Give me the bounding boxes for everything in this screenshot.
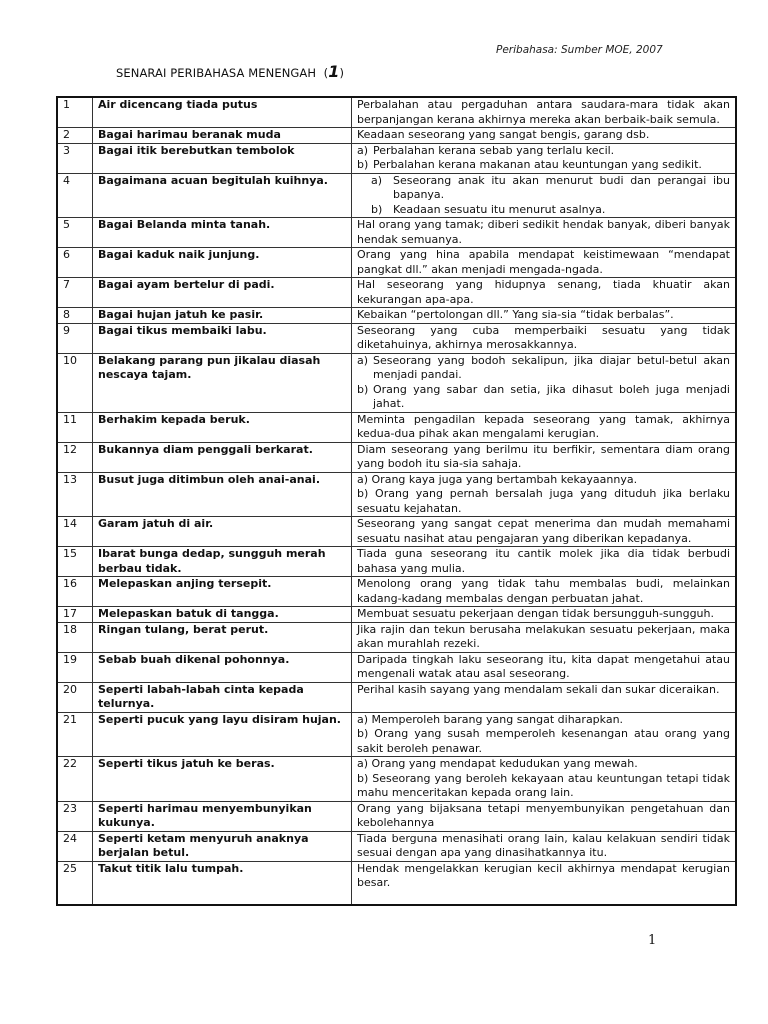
proverb: Ringan tulang, berat perut.	[93, 622, 352, 652]
meaning	[352, 353, 737, 412]
table-row	[57, 278, 736, 308]
table-row	[57, 442, 736, 472]
meaning	[352, 323, 737, 353]
meaning	[352, 861, 737, 905]
row-number: 13	[57, 472, 93, 517]
proverb: Seperti pucuk yang layu disiram hujan.	[93, 712, 352, 757]
meaning	[352, 607, 737, 623]
proverb: Seperti harimau menyembunyikan kukunya.	[93, 801, 352, 831]
meaning	[352, 577, 737, 607]
proverb: Busut juga ditimbun oleh anai-anai.	[93, 472, 352, 517]
meaning	[352, 97, 737, 128]
proverb: Berhakim kepada beruk.	[93, 412, 352, 442]
meaning-line: Daripada tingkah laku seseorang itu, kita dapat mengetahui atau mengenali watak atau asal seseorang.	[357, 652, 730, 680]
meaning	[352, 248, 737, 278]
row-number: 22	[57, 757, 93, 802]
meaning-line: b) Orang yang susah memperoleh kesenangan atau orang yang sakit beroleh penawar.	[357, 727, 730, 755]
table-row	[57, 412, 736, 442]
meaning-line: b) Seseorang yang beroleh kekayaan atau keuntungan tetapi tidak mahu menceritakan kepada orang lain.	[357, 771, 730, 799]
row-number: 4	[57, 173, 93, 218]
meaning	[352, 442, 737, 472]
table-row	[57, 323, 736, 353]
meaning-line: Seseorang yang cuba memperbaiki sesuatu yang tidak diketahuinya, akhirnya merosakkannya.	[357, 323, 730, 351]
meaning-line	[357, 174, 730, 203]
volume-open: (	[323, 66, 329, 80]
proverb: Melepaskan batuk di tangga.	[93, 607, 352, 623]
proverb: Bagaimana acuan begitulah kuihnya.	[93, 173, 352, 218]
meaning-text: Keadaan sesuatu itu menurut asalnya.	[393, 202, 606, 216]
row-number: 18	[57, 622, 93, 652]
meaning-text: Perbalahan kerana makanan atau keuntungan yang sedikit.	[373, 158, 702, 171]
meaning	[352, 547, 737, 577]
volume-number: 1	[328, 62, 340, 81]
meaning-line: Perbalahan atau pergaduhan antara saudara-mara tidak akan berpanjangan kerana akhirnya mereka akan berbaik-baik semula.	[357, 98, 730, 126]
meaning-line: a) Memperoleh barang yang sangat diharapkan.	[357, 712, 624, 726]
table-row	[57, 173, 736, 218]
meaning	[352, 652, 737, 682]
meaning-text: Seseorang yang bodoh sekalipun, jika diajar betul-betul akan menjadi pandai.	[373, 353, 730, 381]
row-number: 3	[57, 143, 93, 173]
meaning-marker: a)	[357, 143, 369, 157]
table-row	[57, 831, 736, 861]
proverb: Air dicencang tiada putus	[93, 97, 352, 128]
row-number: 12	[57, 442, 93, 472]
page-number: 1	[648, 933, 657, 948]
meaning-line: Perihal kasih sayang yang mendalam sekali dan sukar diceraikan.	[357, 682, 720, 696]
meaning-line: Keadaan seseorang yang sangat bengis, garang dsb.	[357, 128, 650, 141]
meaning-marker: b)	[357, 158, 369, 171]
page-title	[116, 62, 344, 81]
proverb: Bagai harimau beranak muda	[93, 128, 352, 144]
row-number: 10	[57, 353, 93, 412]
table-row	[57, 97, 736, 128]
meaning	[352, 278, 737, 308]
meaning-marker: a)	[357, 353, 369, 367]
table-row	[57, 472, 736, 517]
table-row	[57, 517, 736, 547]
meaning-line: Meminta pengadilan kepada seseorang yang tamak, akhirnya kedua-dua pihak akan mengalami kerugian.	[357, 412, 730, 440]
proverb-table-body	[57, 97, 736, 905]
meaning-line	[357, 158, 730, 173]
meaning	[352, 831, 737, 861]
meaning-line: Tiada guna seseorang itu cantik molek jika dia tidak berbudi bahasa yang mulia.	[357, 547, 730, 575]
meaning	[352, 218, 737, 248]
table-row	[57, 248, 736, 278]
meaning-line: Hal orang yang tamak; diberi sedikit hendak banyak, diberi banyak hendak semuanya.	[357, 218, 730, 246]
table-row	[57, 801, 736, 831]
proverb: Bukannya diam penggali berkarat.	[93, 442, 352, 472]
row-number: 19	[57, 652, 93, 682]
meaning-line: Jika rajin dan tekun berusaha melakukan sesuatu pekerjaan, maka akan murahlah rezeki.	[357, 622, 730, 650]
proverb: Takut titik lalu tumpah.	[93, 861, 352, 905]
row-number: 20	[57, 682, 93, 712]
proverb-table	[56, 96, 737, 906]
meaning	[352, 757, 737, 802]
meaning-line	[357, 354, 730, 383]
proverb: Bagai kaduk naik junjung.	[93, 248, 352, 278]
row-number: 9	[57, 323, 93, 353]
proverb: Seperti tikus jatuh ke beras.	[93, 757, 352, 802]
table-row	[57, 682, 736, 712]
row-number: 15	[57, 547, 93, 577]
meaning-marker: a)	[371, 173, 383, 187]
source-note: Peribahasa: Sumber MOE, 2007	[496, 44, 663, 56]
row-number: 17	[57, 607, 93, 623]
meaning	[352, 308, 737, 324]
table-row	[57, 308, 736, 324]
proverb: Bagai ayam bertelur di padi.	[93, 278, 352, 308]
meaning-line: Orang yang hina apabila mendapat keistimewaan “mendapat pangkat dll.” akan menjadi mengada-ngada.	[357, 248, 730, 276]
meaning	[352, 128, 737, 144]
meaning-line: a) Orang yang mendapat kedudukan yang mewah.	[357, 757, 638, 770]
proverb: Bagai tikus membaiki labu.	[93, 323, 352, 353]
row-number: 25	[57, 861, 93, 905]
meaning-line: Orang yang bijaksana tetapi menyembunyikan pengetahuan dan kebolehannya	[357, 801, 730, 829]
meaning	[352, 801, 737, 831]
meaning	[352, 173, 737, 218]
meaning-line: Tiada berguna menasihati orang lain, kalau kelakuan sendiri tidak sesuai dengan apa yang dinasihatkannya itu.	[357, 831, 730, 859]
meaning	[352, 712, 737, 757]
table-row	[57, 577, 736, 607]
meaning	[352, 472, 737, 517]
table-row	[57, 607, 736, 623]
proverb: Belakang parang pun jikalau diasah nescaya tajam.	[93, 353, 352, 412]
volume-close: )	[339, 66, 345, 80]
meaning-line	[357, 144, 730, 159]
proverb: Ibarat bunga dedap, sungguh merah berbau tidak.	[93, 547, 352, 577]
table-row	[57, 143, 736, 173]
row-number: 7	[57, 278, 93, 308]
proverb: Sebab buah dikenal pohonnya.	[93, 652, 352, 682]
row-number: 16	[57, 577, 93, 607]
row-number: 1	[57, 97, 93, 128]
row-number: 2	[57, 128, 93, 144]
meaning	[352, 517, 737, 547]
row-number: 23	[57, 801, 93, 831]
table-row	[57, 652, 736, 682]
meaning-line: Seseorang yang sangat cepat menerima dan mudah memahami sesuatu nasihat atau pengajaran yang diberikan kepadanya.	[357, 517, 730, 545]
proverb: Seperti ketam menyuruh anaknya berjalan betul.	[93, 831, 352, 861]
meaning-line	[357, 203, 730, 218]
meaning-marker: b)	[357, 382, 369, 396]
table-row	[57, 861, 736, 905]
row-number: 11	[57, 412, 93, 442]
row-number: 5	[57, 218, 93, 248]
meaning	[352, 682, 737, 712]
title-text: SENARAI PERIBAHASA MENENGAH	[116, 66, 317, 80]
table-row	[57, 218, 736, 248]
meaning-text: Seseorang anak itu akan menurut budi dan perangai ibu bapanya.	[393, 173, 730, 201]
meaning-line: Hal seseorang yang hidupnya senang, tiada khuatir akan kekurangan apa-apa.	[357, 278, 730, 306]
row-number: 8	[57, 308, 93, 324]
proverb: Seperti labah-labah cinta kepada telurnya.	[93, 682, 352, 712]
meaning-line: Hendak mengelakkan kerugian kecil akhirnya mendapat kerugian besar.	[357, 861, 730, 889]
proverb: Bagai Belanda minta tanah.	[93, 218, 352, 248]
meaning-text: Orang yang sabar dan setia, jika dihasut boleh juga menjadi jahat.	[373, 382, 730, 410]
table-row	[57, 757, 736, 802]
proverb: Garam jatuh di air.	[93, 517, 352, 547]
row-number: 21	[57, 712, 93, 757]
meaning	[352, 622, 737, 652]
row-number: 6	[57, 248, 93, 278]
meaning-line: Diam seseorang yang berilmu itu berfikir, sementara diam orang yang bodoh itu sia-sia sahaja.	[357, 442, 730, 470]
meaning	[352, 412, 737, 442]
meaning-line: b) Orang yang pernah bersalah juga yang dituduh jika berlaku sesuatu kejahatan.	[357, 487, 730, 515]
proverb: Melepaskan anjing tersepit.	[93, 577, 352, 607]
table-row	[57, 353, 736, 412]
proverb: Bagai hujan jatuh ke pasir.	[93, 308, 352, 324]
table-row	[57, 128, 736, 144]
proverb: Bagai itik berebutkan tembolok	[93, 143, 352, 173]
meaning-line: Kebaikan “pertolongan dll.” Yang sia-sia “tidak berbalas”.	[357, 308, 674, 321]
row-number: 14	[57, 517, 93, 547]
meaning-line: Menolong orang yang tidak tahu membalas budi, melainkan kadang-kadang membalas dengan perbuatan jahat.	[357, 577, 730, 605]
table-row	[57, 712, 736, 757]
table-row	[57, 622, 736, 652]
meaning-line	[357, 383, 730, 412]
row-number: 24	[57, 831, 93, 861]
meaning	[352, 143, 737, 173]
meaning-text: Perbalahan kerana sebab yang terlalu kecil.	[373, 143, 615, 157]
meaning-line: a) Orang kaya juga yang bertambah kekayaannya.	[357, 472, 638, 486]
meaning-line: Membuat sesuatu pekerjaan dengan tidak bersungguh-sungguh.	[357, 607, 715, 620]
table-row	[57, 547, 736, 577]
meaning-marker: b)	[371, 202, 383, 216]
